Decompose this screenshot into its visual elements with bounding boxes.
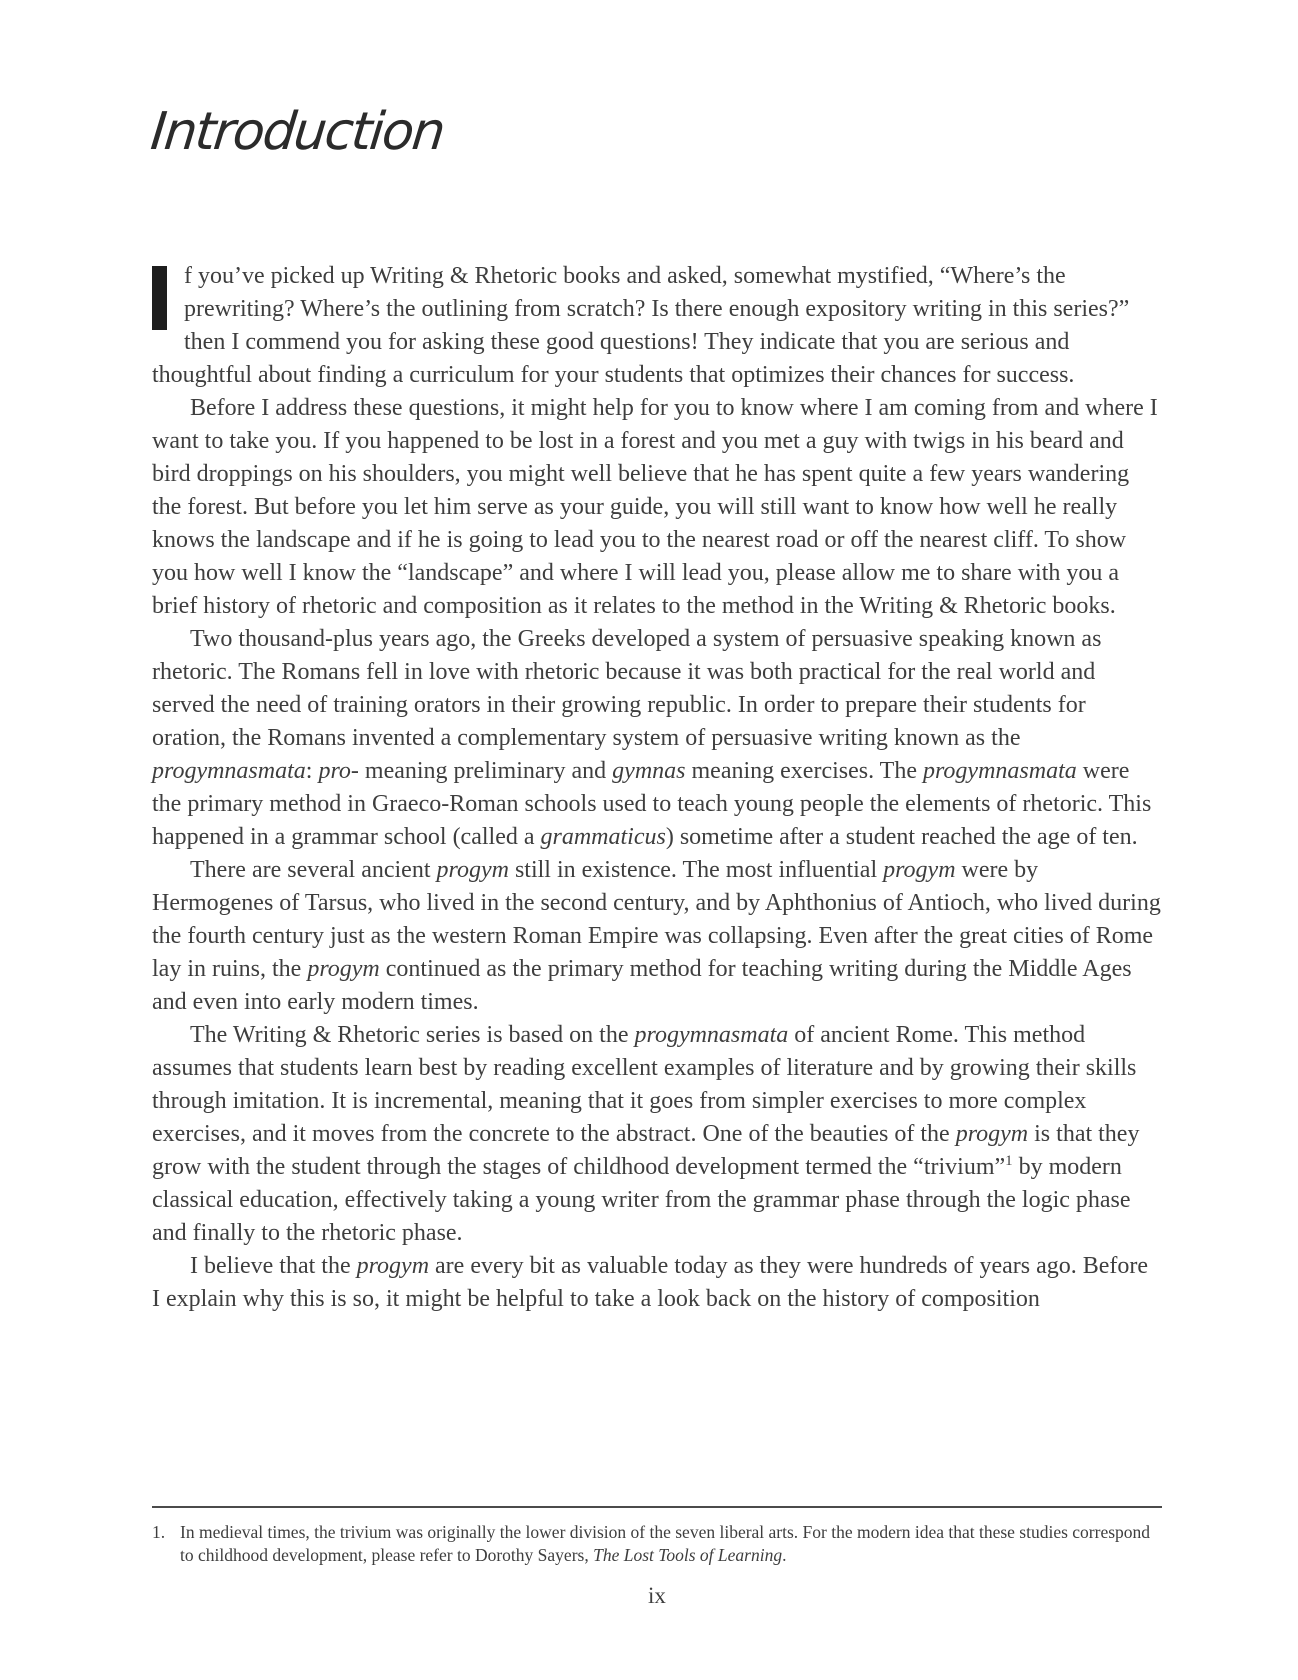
text-segment: of ancient Rome. This method assumes that students learn best by reading excellent examples of literature and by growing their skills through imitation. It is incremental, meaning that it goes from simpler exercises to more complex exercises, and it moves from the concrete to the abstract. One of the beauties of the: [152, 1022, 1137, 1147]
footnote-rule: [152, 1506, 1162, 1508]
paragraph: [152, 1019, 1162, 1250]
italic-text-segment: progym: [955, 1121, 1029, 1147]
text-segment: Before I address these questions, it might help for you to know where I am coming from and where I want to take you. If you happened to be lost in a forest and you met a guy with twigs in his beard and bird droppings on his shoulders, you might well believe that he has spent quite a few years wandering the forest. But before you let him serve as your guide, you will still want to know how well he really knows the landscape and if he is going to lead you to the nearest road or off the nearest cliff. To show you how well I know the “landscape” and where I will lead you, please allow me to share with you a brief history of rhetoric and composition as it relates to the method in the Writing & Rhetoric books.: [152, 395, 1158, 619]
text-segment: .: [782, 1545, 787, 1565]
italic-text-segment: progymnasmata: [152, 758, 306, 784]
italic-text-segment: progym: [436, 857, 509, 883]
footnote: [152, 1506, 1162, 1567]
text-segment: are every bit as valuable today as they were hundreds of years ago. Before I explain why this is so, it might be helpful to take a look back on the history of composition: [152, 1253, 1149, 1312]
drop-cap: [152, 266, 167, 330]
text-segment: f you’ve picked up Writing & Rhetoric books and asked, somewhat mystified, “Where’s the prewriting? Where’s the outlining from scratch? Is there enough expository writing in this series?” then I commend you for asking these good questions! They indicate that you are serious and thoughtful about finding a curriculum for your students that optimizes their chances for success.: [152, 263, 1130, 388]
paragraph: [152, 1250, 1162, 1316]
paragraph: [152, 260, 1162, 392]
text-segment: meaning preliminary and: [358, 758, 613, 784]
italic-text-segment: pro-: [318, 758, 359, 784]
text-segment: were by Hermogenes of Tarsus, who lived in the second century, and by Aphthonius of Antioch, who lived during the fourth century just as the western Roman Empire was collapsing. Even after the great cities of Rome lay in ruins, the: [152, 857, 1161, 982]
text-segment: In medieval times, the trivium was originally the lower division of the seven liberal arts. For the modern idea that these studies correspond to childhood development, please refer to Dorothy Sayers,: [180, 1522, 1151, 1565]
paragraph: [152, 854, 1162, 1019]
footnote-text: [180, 1521, 1162, 1567]
italic-text-segment: progymnasmata: [634, 1022, 789, 1048]
italic-text-segment: progym: [307, 956, 380, 982]
paragraph: [152, 392, 1162, 623]
page-number: ix: [648, 1583, 666, 1608]
text-segment: by modern classical education, effectively taking a young writer from the grammar phase through the logic phase and finally to the rhetoric phase.: [152, 1154, 1131, 1246]
footnote-row: [152, 1521, 1162, 1567]
text-segment: were the primary method in Graeco-Roman schools used to teach young people the elements of rhetoric. This happened in a grammar school (called a: [152, 758, 1152, 850]
italic-text-segment: progymnasmata: [922, 758, 1077, 784]
paragraph: [152, 623, 1162, 854]
text-segment: still in existence. The most influential: [508, 857, 884, 883]
text-segment: ) sometime after a student reached the age of ten.: [665, 824, 1138, 850]
text-segment: continued as the primary method for teaching writing during the Middle Ages and even into early modern times.: [152, 956, 1132, 1015]
page-title: Introduction: [148, 102, 447, 162]
italic-text-segment: progym: [883, 857, 956, 883]
text-segment: I believe that the: [190, 1253, 357, 1279]
text-segment: :: [305, 758, 319, 784]
text-segment: meaning exercises. The: [685, 758, 923, 784]
text-segment: is that they grow with the student through the stages of childhood development termed the “trivium”: [152, 1121, 1140, 1180]
italic-text-segment: gymnas: [612, 758, 686, 784]
body-text: [152, 260, 1162, 1316]
text-segment: The Writing & Rhetoric series is based on the: [190, 1022, 635, 1048]
footnote-reference: 1: [1005, 1153, 1013, 1169]
italic-text-segment: progym: [356, 1253, 430, 1279]
footnote-number: 1.: [152, 1522, 166, 1542]
italic-text-segment: grammaticus: [540, 824, 666, 850]
text-segment: Two thousand-plus years ago, the Greeks developed a system of persuasive speaking known as rhetoric. The Romans fell in love with rhetoric because it was both practical for the real world and served the need of training orators in their growing republic. In order to prepare their students for oration, the Romans invented a complementary system of persuasive writing known as the: [152, 626, 1102, 751]
text-segment: There are several ancient: [190, 857, 437, 883]
italic-text-segment: The Lost Tools of Learning: [593, 1545, 783, 1565]
